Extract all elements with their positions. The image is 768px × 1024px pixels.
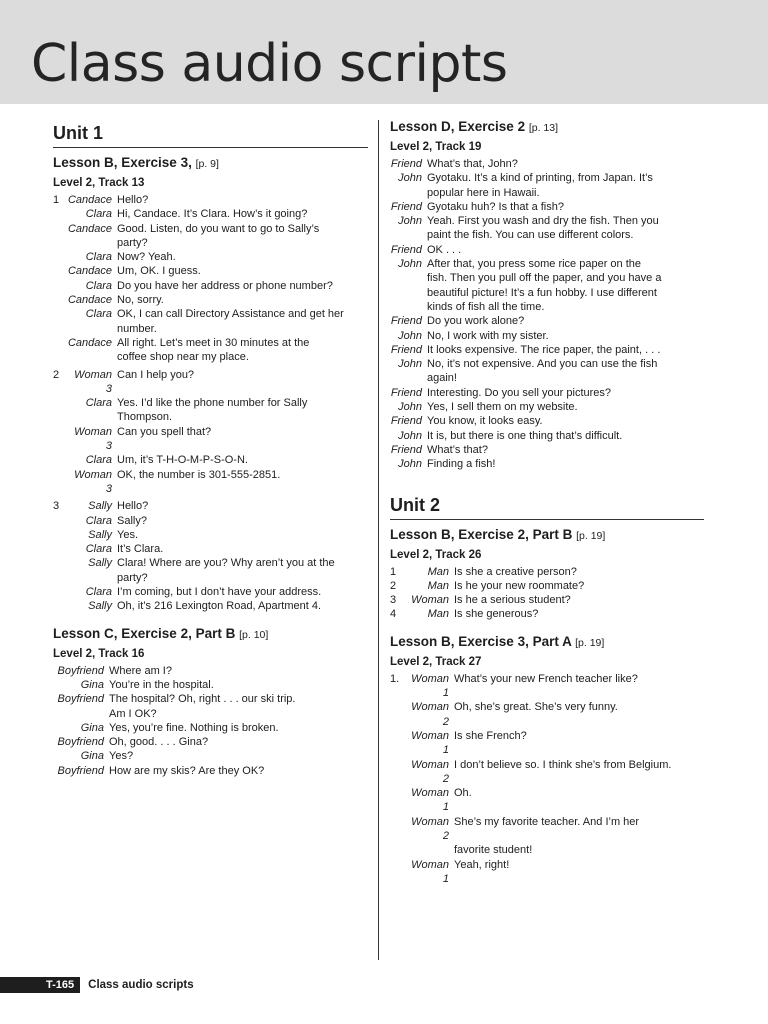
dialogue-line (390, 343, 704, 357)
speaker-name (390, 371, 427, 385)
item-number (53, 336, 65, 350)
dialogue-line (53, 453, 368, 467)
dialogue-line (53, 279, 368, 293)
speaker-name: John (398, 215, 422, 228)
dialogue-line (390, 443, 704, 457)
dialogue-line (390, 371, 704, 385)
dialogue-text: popular here in Hawaii. (427, 186, 540, 199)
speaker-name: Man (427, 579, 449, 592)
dialogue-line (390, 815, 704, 844)
speaker-name: Clara (85, 279, 112, 292)
dialogue-line (53, 599, 368, 613)
dialogue-line (390, 186, 704, 200)
speaker-name (65, 350, 117, 364)
dialogue-text: Gyotaku huh? Is that a fish? (427, 200, 564, 213)
speaker-name: John (398, 329, 422, 342)
lesson-title: Lesson B, Exercise 3, (53, 155, 192, 170)
dialogue-line (53, 585, 368, 599)
item-number (390, 758, 402, 787)
dialogue-line (53, 735, 368, 749)
dialogue-text: OK, the number is 301-555-2851. (117, 468, 281, 481)
speaker-name: Clara (85, 454, 112, 467)
speaker-name (65, 410, 117, 424)
dialogue-line (390, 672, 704, 701)
dialogue-text: OK . . . (427, 243, 462, 256)
item-number (53, 236, 65, 250)
dialogue-text: Is he your new roommate? (454, 579, 585, 592)
speaker-name: Woman 3 (74, 368, 112, 395)
dialogue-line (53, 707, 368, 721)
page-number: T-165 (0, 977, 80, 993)
dialogue-text: Thompson. (117, 411, 173, 424)
script-lesson-b-3a (390, 672, 704, 886)
speaker-name: Woman 2 (411, 815, 449, 842)
item-number: 3 (53, 500, 60, 513)
speaker-name: Candace (67, 222, 112, 235)
dialogue-text: What’s that, John? (427, 158, 518, 170)
item-number (53, 279, 65, 293)
speaker-name: Boyfriend (57, 664, 104, 677)
track-label: Level 2, Track 19 (390, 141, 482, 153)
item-number (53, 542, 65, 556)
dialogue-text: Oh, she’s great. She’s very funny. (454, 701, 618, 714)
dialogue-text: Um, it’s T-H-O-M-P-S-O-N. (117, 454, 248, 467)
dialogue-text: Is she generous? (454, 608, 539, 621)
dialogue-line (53, 264, 368, 278)
dialogue-text: Now? Yeah. (117, 251, 176, 264)
dialogue-line (390, 214, 704, 228)
dialogue-text: Um, OK. I guess. (117, 265, 201, 278)
dialogue-text: Yeah. First you wash and dry the fish. Then you (427, 215, 659, 228)
item-number: 2 (390, 579, 397, 592)
dialogue-text: Hello? (117, 500, 149, 513)
speaker-name: Woman 1 (411, 787, 449, 814)
dialogue-text: Oh. (454, 787, 472, 800)
speaker-name: Friend (390, 243, 422, 256)
item-number (53, 322, 65, 336)
page-reference: [p. 19] (575, 636, 605, 649)
speaker-name: John (398, 458, 422, 471)
speaker-name (65, 322, 117, 336)
dialogue-text: number. (117, 322, 157, 335)
column-divider (378, 120, 379, 960)
speaker-name: Clara (85, 397, 112, 410)
dialogue-text: She’s my favorite teacher. And I’m her (454, 815, 640, 828)
speaker-name: Woman 3 (74, 468, 112, 495)
speaker-name: Woman 2 (411, 701, 449, 728)
dialogue-text: coffee shop near my place. (117, 351, 249, 364)
dialogue-line (390, 357, 704, 371)
lesson-c-exercise-2b-heading (53, 624, 368, 645)
speaker-name (65, 571, 117, 585)
dialogue-line (390, 157, 704, 171)
item-number (53, 514, 65, 528)
dialogue-text: Oh, it’s 216 Lexington Road, Apartment 4. (117, 600, 322, 613)
dialogue-text: What’s your new French teacher like? (454, 672, 638, 685)
dialogue-text: No, sorry. (117, 294, 164, 307)
unit-1-heading: Unit 1 (53, 121, 368, 148)
dialogue-text: Yes? (109, 750, 134, 763)
speaker-name: Friend (390, 415, 422, 428)
lesson-b-exercise-2b-heading (390, 525, 704, 546)
speaker-name: Clara (85, 514, 112, 527)
page-reference: [p. 9] (195, 158, 219, 170)
speaker-name (402, 843, 454, 857)
dialogue-line (390, 257, 704, 271)
item-number (53, 350, 65, 364)
dialogue-line (390, 843, 704, 857)
page-reference: [p. 10] (239, 628, 269, 641)
item-number (53, 307, 65, 321)
page-header (0, 0, 768, 104)
item-number (390, 815, 402, 844)
speaker-name: Clara (85, 586, 112, 599)
track-label: Level 2, Track 16 (53, 647, 145, 660)
dialogue-line (390, 607, 704, 621)
dialogue-text: No, I work with my sister. (427, 329, 549, 342)
lesson-title: Lesson D, Exercise 2 (390, 119, 526, 134)
dialogue-text: kinds of fish all the time. (427, 300, 545, 313)
script-lesson-b-2b (390, 565, 704, 622)
dialogue-line (53, 528, 368, 542)
speaker-name: Friend (390, 315, 422, 328)
speaker-name: John (398, 358, 422, 371)
dialogue-line (53, 556, 368, 570)
dialogue-text: Yes, I sell them on my website. (427, 401, 578, 414)
dialogue-text: All right. Let’s meet in 30 minutes at the (117, 336, 310, 349)
item-number (53, 410, 65, 424)
dialogue-text: Gyotaku. It’s a kind of printing, from Japan. It’s (427, 172, 653, 185)
item-number (53, 222, 65, 236)
dialogue-text: Yes. (117, 528, 139, 541)
script-lesson-d-2 (390, 157, 704, 472)
speaker-name (65, 236, 117, 250)
speaker-name: Sally (88, 557, 112, 570)
dialogue-text: beautiful picture! It’s a fun hobby. I use different (427, 286, 657, 299)
dialogue-text: No, it’s not expensive. And you can use the fish (427, 358, 658, 371)
dialogue-line (390, 729, 704, 758)
speaker-name: Boyfriend (57, 736, 104, 749)
dialogue-line (390, 200, 704, 214)
page-reference: [p. 19] (576, 529, 606, 542)
speaker-name: Woman (411, 594, 449, 607)
item-number (53, 599, 65, 613)
dialogue-line (53, 542, 368, 556)
dialogue-line (390, 228, 704, 242)
script-lesson-c-2b (53, 664, 368, 778)
dialogue-line (53, 678, 368, 692)
speaker-name: Clara (85, 208, 112, 221)
lesson-title: Lesson B, Exercise 3, Part A (390, 633, 572, 649)
dialogue-line (390, 457, 704, 471)
item-number: 1 (390, 565, 397, 578)
speaker-name: Woman 2 (411, 758, 449, 785)
speaker-name: Clara (85, 543, 112, 556)
dialogue-text: How are my skis? Are they OK? (109, 764, 265, 777)
dialogue-text: I’m coming, but I don’t have your address. (117, 586, 322, 599)
dialogue-text: It is, but there is one thing that’s difficult. (427, 429, 623, 442)
item-number (53, 396, 65, 410)
dialogue-text: Hi, Candace. It’s Clara. How’s it going? (117, 208, 308, 221)
item-number (53, 425, 65, 454)
speaker-name (390, 228, 427, 242)
item-number: 3 (390, 594, 397, 607)
dialogue-line (53, 207, 368, 221)
page-footer (0, 977, 194, 993)
dialogue-line (390, 429, 704, 443)
dialogue-line (390, 700, 704, 729)
lesson-d-exercise-2-heading (390, 117, 704, 138)
item-number (53, 293, 65, 307)
dialogue-line (53, 368, 368, 397)
dialogue-line (390, 858, 704, 887)
dialogue-text: Is he a serious student? (454, 594, 571, 607)
speaker-name (390, 271, 427, 285)
dialogue-line (53, 721, 368, 735)
dialogue-text: You’re in the hospital. (109, 678, 214, 691)
item-number (53, 571, 65, 585)
speaker-name: Clara (85, 308, 112, 321)
lesson-b-exercise-3a-heading (390, 632, 704, 653)
left-column (53, 121, 368, 778)
dialogue-line (53, 322, 368, 336)
page-reference: [p. 13] (528, 122, 559, 134)
dialogue-text: Can you spell that? (117, 425, 212, 438)
speaker-name (390, 300, 427, 314)
speaker-name: Woman 3 (74, 425, 112, 453)
dialogue-text: OK, I can call Directory Assistance and get her (117, 308, 344, 321)
page-title: Class audio scripts (31, 34, 508, 94)
dialogue-text: Am I OK? (109, 707, 157, 720)
dialogue-text: Do you work alone? (427, 315, 525, 328)
dialogue-text: favorite student! (454, 844, 533, 857)
speaker-name: Woman 1 (411, 672, 449, 700)
dialogue-line (53, 336, 368, 350)
speaker-name: Boyfriend (57, 693, 104, 706)
dialogue-line (390, 400, 704, 414)
dialogue-text: Is she a creative person? (454, 565, 577, 578)
speaker-name: Man (427, 608, 449, 621)
dialogue-text: Sally? (117, 514, 147, 527)
dialogue-text: Yeah, right! (454, 858, 510, 871)
dialogue-text: again! (427, 372, 457, 385)
dialogue-line (390, 271, 704, 285)
speaker-name: Sally (88, 500, 112, 513)
speaker-name: Candace (67, 294, 112, 307)
dialogue-text: You know, it looks easy. (427, 415, 543, 428)
speaker-name: Clara (85, 251, 112, 264)
speaker-name: Woman 1 (411, 729, 449, 757)
dialogue-line (53, 425, 368, 454)
dialogue-line (53, 396, 368, 410)
track-label: Level 2, Track 27 (390, 655, 482, 668)
dialogue-text: Where am I? (109, 664, 172, 677)
dialogue-line (390, 565, 704, 579)
item-number (53, 528, 65, 542)
dialogue-text: It’s Clara. (117, 543, 164, 556)
speaker-name (53, 707, 109, 721)
dialogue-text: Oh, good. . . . Gina? (109, 736, 209, 749)
speaker-name: John (398, 401, 422, 414)
dialogue-line (390, 329, 704, 343)
speaker-name: Friend (390, 158, 422, 170)
dialogue-text: Good. Listen, do you want to go to Sally’s (117, 222, 320, 235)
lesson-title: Lesson B, Exercise 2, Part B (390, 526, 573, 542)
item-number (53, 468, 65, 497)
unit-2-heading: Unit 2 (390, 493, 704, 520)
speaker-name: Gina (80, 750, 104, 763)
dialogue-line (390, 171, 704, 185)
dialogue-text: Hello? (117, 194, 149, 206)
dialogue-text: The hospital? Oh, right . . . our ski trip. (109, 693, 296, 706)
speaker-name: Friend (390, 343, 422, 356)
dialogue-line (53, 350, 368, 364)
item-number (53, 585, 65, 599)
dialogue-line (390, 758, 704, 787)
track-label: Level 2, Track 13 (53, 177, 145, 189)
item-number: 4 (390, 608, 397, 621)
track-label: Level 2, Track 26 (390, 548, 482, 561)
speaker-name: Sally (88, 528, 112, 541)
dialogue-text: I don’t believe so. I think she’s from Belgium. (454, 758, 672, 771)
dialogue-text: It looks expensive. The rice paper, the paint, . . . (427, 343, 661, 356)
item-number (390, 700, 402, 729)
item-number (53, 250, 65, 264)
item-number (390, 843, 402, 857)
dialogue-line (390, 786, 704, 815)
dialogue-line (53, 514, 368, 528)
dialogue-text: party? (117, 571, 148, 584)
speaker-name: Candace (67, 336, 112, 349)
speaker-name: Friend (390, 443, 422, 456)
speaker-name: Woman 1 (411, 858, 449, 885)
dialogue-line (390, 300, 704, 314)
speaker-name: Friend (390, 386, 422, 399)
item-number: 2 (53, 368, 60, 381)
dialogue-line (390, 243, 704, 257)
dialogue-text: Clara! Where are you? Why aren’t you at the (117, 557, 335, 570)
item-number (53, 556, 65, 570)
dialogue-line (53, 250, 368, 264)
speaker-name (390, 186, 427, 200)
speaker-name: Sally (88, 600, 112, 613)
speaker-name: Gina (80, 721, 104, 734)
dialogue-line (53, 193, 368, 207)
dialogue-text: Finding a fish! (427, 458, 496, 471)
dialogue-line (53, 571, 368, 585)
dialogue-line (390, 579, 704, 593)
item-number: 1. (390, 672, 400, 685)
dialogue-text: What’s that? (427, 443, 488, 456)
speaker-name (390, 286, 427, 300)
speaker-name: Gina (80, 678, 104, 691)
item-number (390, 858, 402, 887)
dialogue-text: paint the fish. You can use different colors. (427, 229, 634, 242)
speaker-name: John (398, 258, 422, 271)
dialogue-line (390, 386, 704, 400)
right-column (390, 117, 704, 886)
speaker-name: Candace (67, 194, 112, 206)
dialogue-line (53, 410, 368, 424)
speaker-name: Friend (390, 200, 422, 213)
dialogue-text: Is she French? (454, 729, 527, 742)
dialogue-text: Do you have her address or phone number? (117, 279, 333, 292)
item-number (53, 264, 65, 278)
dialogue-line (53, 468, 368, 497)
dialogue-text: Interesting. Do you sell your pictures? (427, 386, 612, 399)
script-lesson-b-3 (53, 193, 368, 614)
dialogue-line (53, 499, 368, 513)
dialogue-line (53, 293, 368, 307)
dialogue-line (390, 414, 704, 428)
dialogue-line (53, 692, 368, 706)
dialogue-line (53, 307, 368, 321)
dialogue-text: Yes. I’d like the phone number for Sally (117, 397, 308, 410)
dialogue-line (53, 664, 368, 678)
dialogue-line (390, 286, 704, 300)
footer-label: Class audio scripts (88, 979, 194, 991)
dialogue-line (53, 222, 368, 236)
item-number (390, 786, 402, 815)
dialogue-line (53, 764, 368, 778)
dialogue-line (390, 593, 704, 607)
speaker-name: John (398, 172, 422, 185)
item-number (390, 729, 402, 758)
dialogue-text: Can I help you? (117, 368, 195, 381)
speaker-name: Candace (67, 265, 112, 278)
item-number (53, 453, 65, 467)
dialogue-text: party? (117, 236, 148, 249)
dialogue-line (390, 314, 704, 328)
dialogue-line (53, 749, 368, 763)
lesson-b-exercise-3-heading (53, 153, 368, 174)
item-number: 1 (53, 194, 60, 206)
dialogue-text: Yes, you’re fine. Nothing is broken. (109, 721, 279, 734)
dialogue-line (53, 236, 368, 250)
speaker-name: Man (427, 565, 449, 578)
dialogue-text: After that, you press some rice paper on the (427, 258, 642, 271)
speaker-name: Boyfriend (57, 764, 104, 777)
item-number (53, 207, 65, 221)
lesson-title: Lesson C, Exercise 2, Part B (53, 625, 236, 641)
speaker-name: John (398, 429, 422, 442)
dialogue-text: fish. Then you pull off the paper, and you have a (427, 272, 662, 285)
